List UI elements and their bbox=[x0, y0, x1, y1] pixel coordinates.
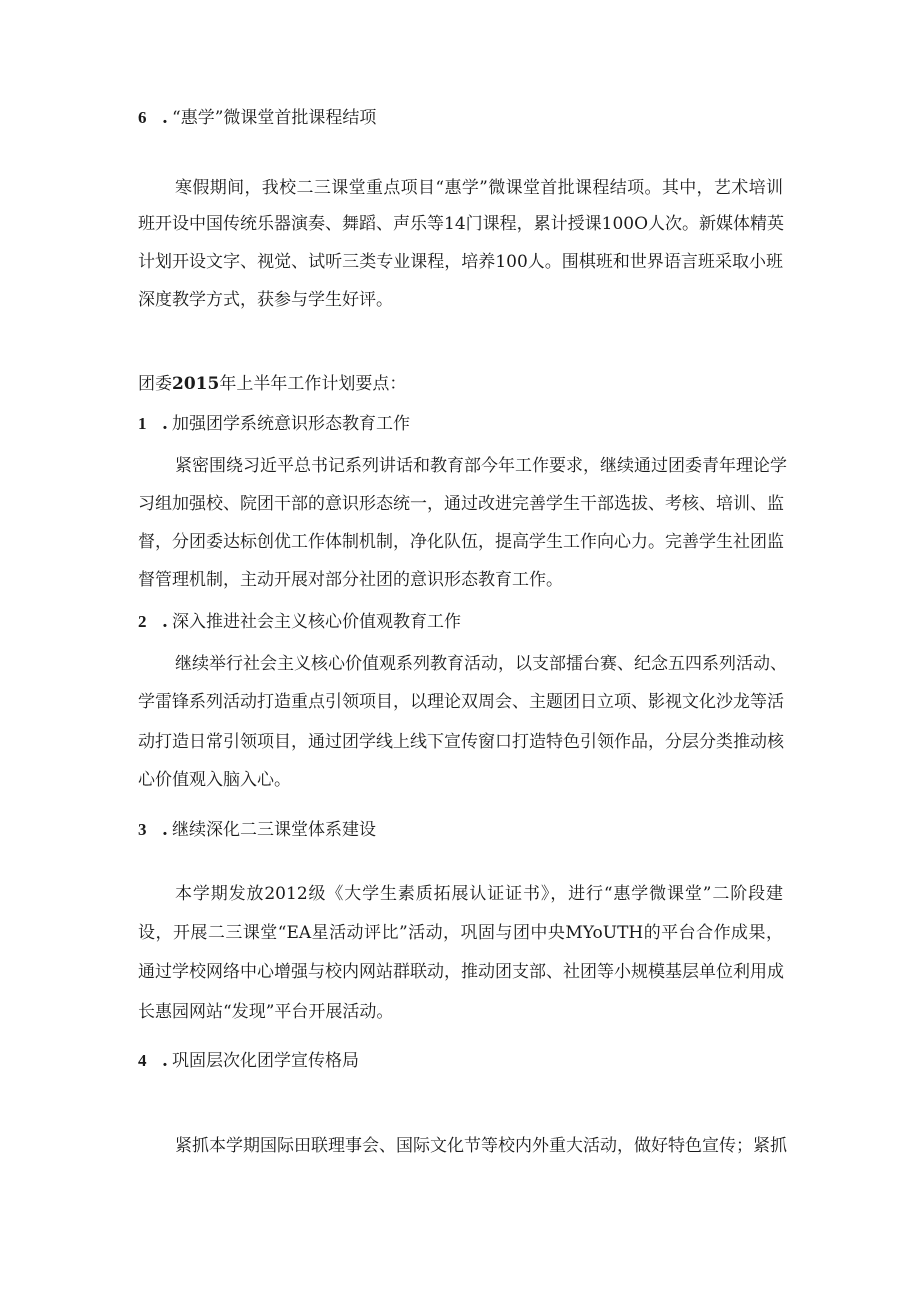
section-6-paragraph-line: 计划开设文字、视觉、试听三类专业课程，培养100人。围棋班和世界语言班采取小班 bbox=[138, 252, 783, 272]
item-3-paragraph-line: 通过学校网络中心增强与校内网站群联动，推动团支部、社团等小规模基层单位利用成 bbox=[138, 962, 784, 982]
section-6-paragraph-line: 深度教学方式，获参与学生好评。 bbox=[138, 290, 393, 310]
item-3-paragraph-line: 本学期发放2012级《大学生素质拓展认证证书》，进行“惠学微课堂”二阶段建 bbox=[175, 884, 783, 904]
item-4-number: 4 bbox=[138, 1051, 147, 1070]
item-4-title: 巩固层次化团学宣传格局 bbox=[172, 1051, 359, 1071]
item-2-title: 深入推进社会主义核心价值观教育工作 bbox=[172, 612, 461, 632]
item-1-title: 加强团学系统意识形态教育工作 bbox=[172, 414, 410, 434]
section-6-paragraph-line: 寒假期间，我校二三课堂重点项目“惠学”微课堂首批课程结项。其中，艺术培训 bbox=[175, 178, 783, 198]
plan-title-year: 2015 bbox=[172, 374, 220, 394]
plan-title bbox=[138, 373, 406, 395]
item-3-heading bbox=[138, 819, 376, 841]
item-4-heading bbox=[138, 1050, 359, 1072]
item-2-number: 2 bbox=[138, 612, 147, 631]
section-6-dot: . bbox=[162, 108, 168, 128]
item-3-number: 3 bbox=[138, 820, 147, 839]
item-2-paragraph-line: 学雷锋系列活动打造重点引领项目，以理论双周会、主题团日立项、影视文化沙龙等活 bbox=[138, 692, 784, 712]
item-4-dot: . bbox=[162, 1051, 168, 1071]
item-1-number: 1 bbox=[138, 414, 147, 433]
item-3-dot: . bbox=[162, 820, 168, 840]
section-6-title: “惠学”微课堂首批课程结项 bbox=[172, 108, 377, 128]
item-4-paragraph-line: 紧抓本学期国际田联理事会、国际文化节等校内外重大活动，做好特色宣传；紧抓 bbox=[175, 1136, 787, 1156]
plan-title-suffix: 年上半年工作计划要点： bbox=[219, 374, 407, 394]
item-1-paragraph-line: 督管理机制，主动开展对部分社团的意识形态教育工作。 bbox=[138, 570, 563, 590]
section-6-number: 6 bbox=[138, 108, 147, 127]
item-2-paragraph-line: 继续举行社会主义核心价值观系列教育活动，以支部擂台赛、纪念五四系列活动、 bbox=[175, 654, 787, 674]
plan-title-prefix: 团委 bbox=[138, 374, 172, 394]
section-6-paragraph-line: 班开设中国传统乐器演奏、舞蹈、声乐等14门课程，累计授课100O人次。新媒体精英 bbox=[138, 214, 785, 234]
item-1-heading bbox=[138, 413, 410, 435]
item-1-paragraph-line: 习组加强校、院团干部的意识形态统一，通过改进完善学生干部选拔、考核、培训、监 bbox=[138, 494, 784, 514]
item-2-heading bbox=[138, 611, 461, 633]
item-3-title: 继续深化二三课堂体系建设 bbox=[172, 820, 376, 840]
item-1-paragraph-line: 督，分团委达标创优工作体制机制，净化队伍，提高学生工作向心力。完善学生社团监 bbox=[138, 532, 784, 552]
item-1-dot: . bbox=[162, 414, 168, 434]
item-1-paragraph-line: 紧密围绕习近平总书记系列讲话和教育部今年工作要求，继续通过团委青年理论学 bbox=[175, 456, 787, 476]
item-2-paragraph-line: 动打造日常引领项目，通过团学线上线下宣传窗口打造特色引领作品，分层分类推动核 bbox=[138, 732, 784, 752]
item-2-paragraph-line: 心价值观入脑入心。 bbox=[138, 770, 291, 790]
item-3-paragraph-line: 设，开展二三课堂“EA星活动评比”活动，巩固与团中央MYoUTH的平台合作成果， bbox=[138, 923, 783, 943]
item-2-dot: . bbox=[162, 612, 168, 632]
item-3-paragraph-line: 长惠园网站“发现”平台开展活动。 bbox=[138, 1002, 394, 1022]
section-6-heading bbox=[138, 107, 376, 129]
